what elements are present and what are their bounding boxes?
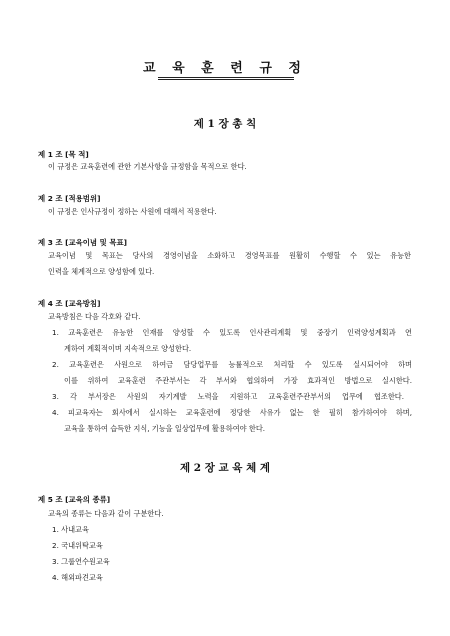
article-2-line-1: 이 규정은 인사규정이 정하는 사원에 대해서 적용한다. [48, 207, 217, 216]
article-1-line-1: 이 규정은 교육훈련에 관한 기본사항을 규정함을 목적으로 한다. [48, 162, 247, 171]
article-4-item-1-line-1: 1. 교육훈련은 유능한 인재를 양성할 수 있도록 인사관리계획 및 중장기 인력양성계획과 연 [52, 328, 412, 337]
article-2-heading: 제 2 조 [적용범위] [38, 194, 101, 203]
title-rule-top [158, 77, 294, 78]
article-5-item-2: 2. 국내위탁교육 [52, 541, 103, 550]
article-4-item-3-line-1: 3. 각 부서장은 사원의 자기계발 노력을 지원하고 교육훈련주관부서의 업무에 협조한다. [52, 392, 404, 401]
article-3-line-1: 교육이념 및 목표는 당사의 경영이념을 소화하고 경영목표를 원활히 수행할 수 있는 유능한 [48, 251, 411, 260]
article-5-item-3: 3. 그룹연수원교육 [52, 557, 110, 566]
article-1-heading: 제 1 조 [목 적] [38, 150, 89, 159]
article-5-item-1: 1. 사내교육 [52, 525, 89, 534]
article-4-line-1: 교육방침은 다음 각호와 같다. [48, 312, 141, 321]
article-5-heading: 제 5 조 [교육의 종류] [38, 495, 111, 504]
article-3-line-2: 인력을 체계적으로 양성함에 있다. [48, 267, 155, 276]
article-5-line-1: 교육의 종류는 다음과 같이 구분한다. [48, 509, 164, 518]
article-3-heading: 제 3 조 [교육이념 및 목표] [38, 238, 128, 247]
article-4-item-2-line-1: 2. 교육훈련은 사원으로 하여금 담당업무를 능률적으로 처리할 수 있도록 실시되어야 하며 [52, 360, 412, 369]
article-5-item-4: 4. 해외파견교육 [52, 573, 103, 582]
article-4-item-1-line-2: 계하여 계획적이며 지속적으로 양성한다. [64, 344, 192, 353]
title-rule-bottom [158, 79, 294, 80]
document-title: 교 육 훈 련 규 정 [143, 61, 307, 76]
article-4-item-4-line-2: 교육을 통하여 습득한 지식, 기능을 일상업무에 활용하여야 한다. [64, 424, 266, 433]
article-4-item-2-line-2: 이를 위하여 교육훈련 주관부서는 각 부서와 협의하여 가장 효과적인 방법으로 실시한다. [64, 376, 412, 385]
article-4-heading: 제 4 조 [교육방침] [38, 299, 101, 308]
article-4-item-4-line-1: 4. 피교육자는 회사에서 실시하는 교육훈련에 정당한 사유가 없는 한 필히 참가하여야 하며, [52, 408, 412, 417]
chapter-1-title: 제 1 장 총 칙 [193, 118, 257, 130]
chapter-2-title: 제 2 장 교 육 체 계 [179, 462, 271, 474]
